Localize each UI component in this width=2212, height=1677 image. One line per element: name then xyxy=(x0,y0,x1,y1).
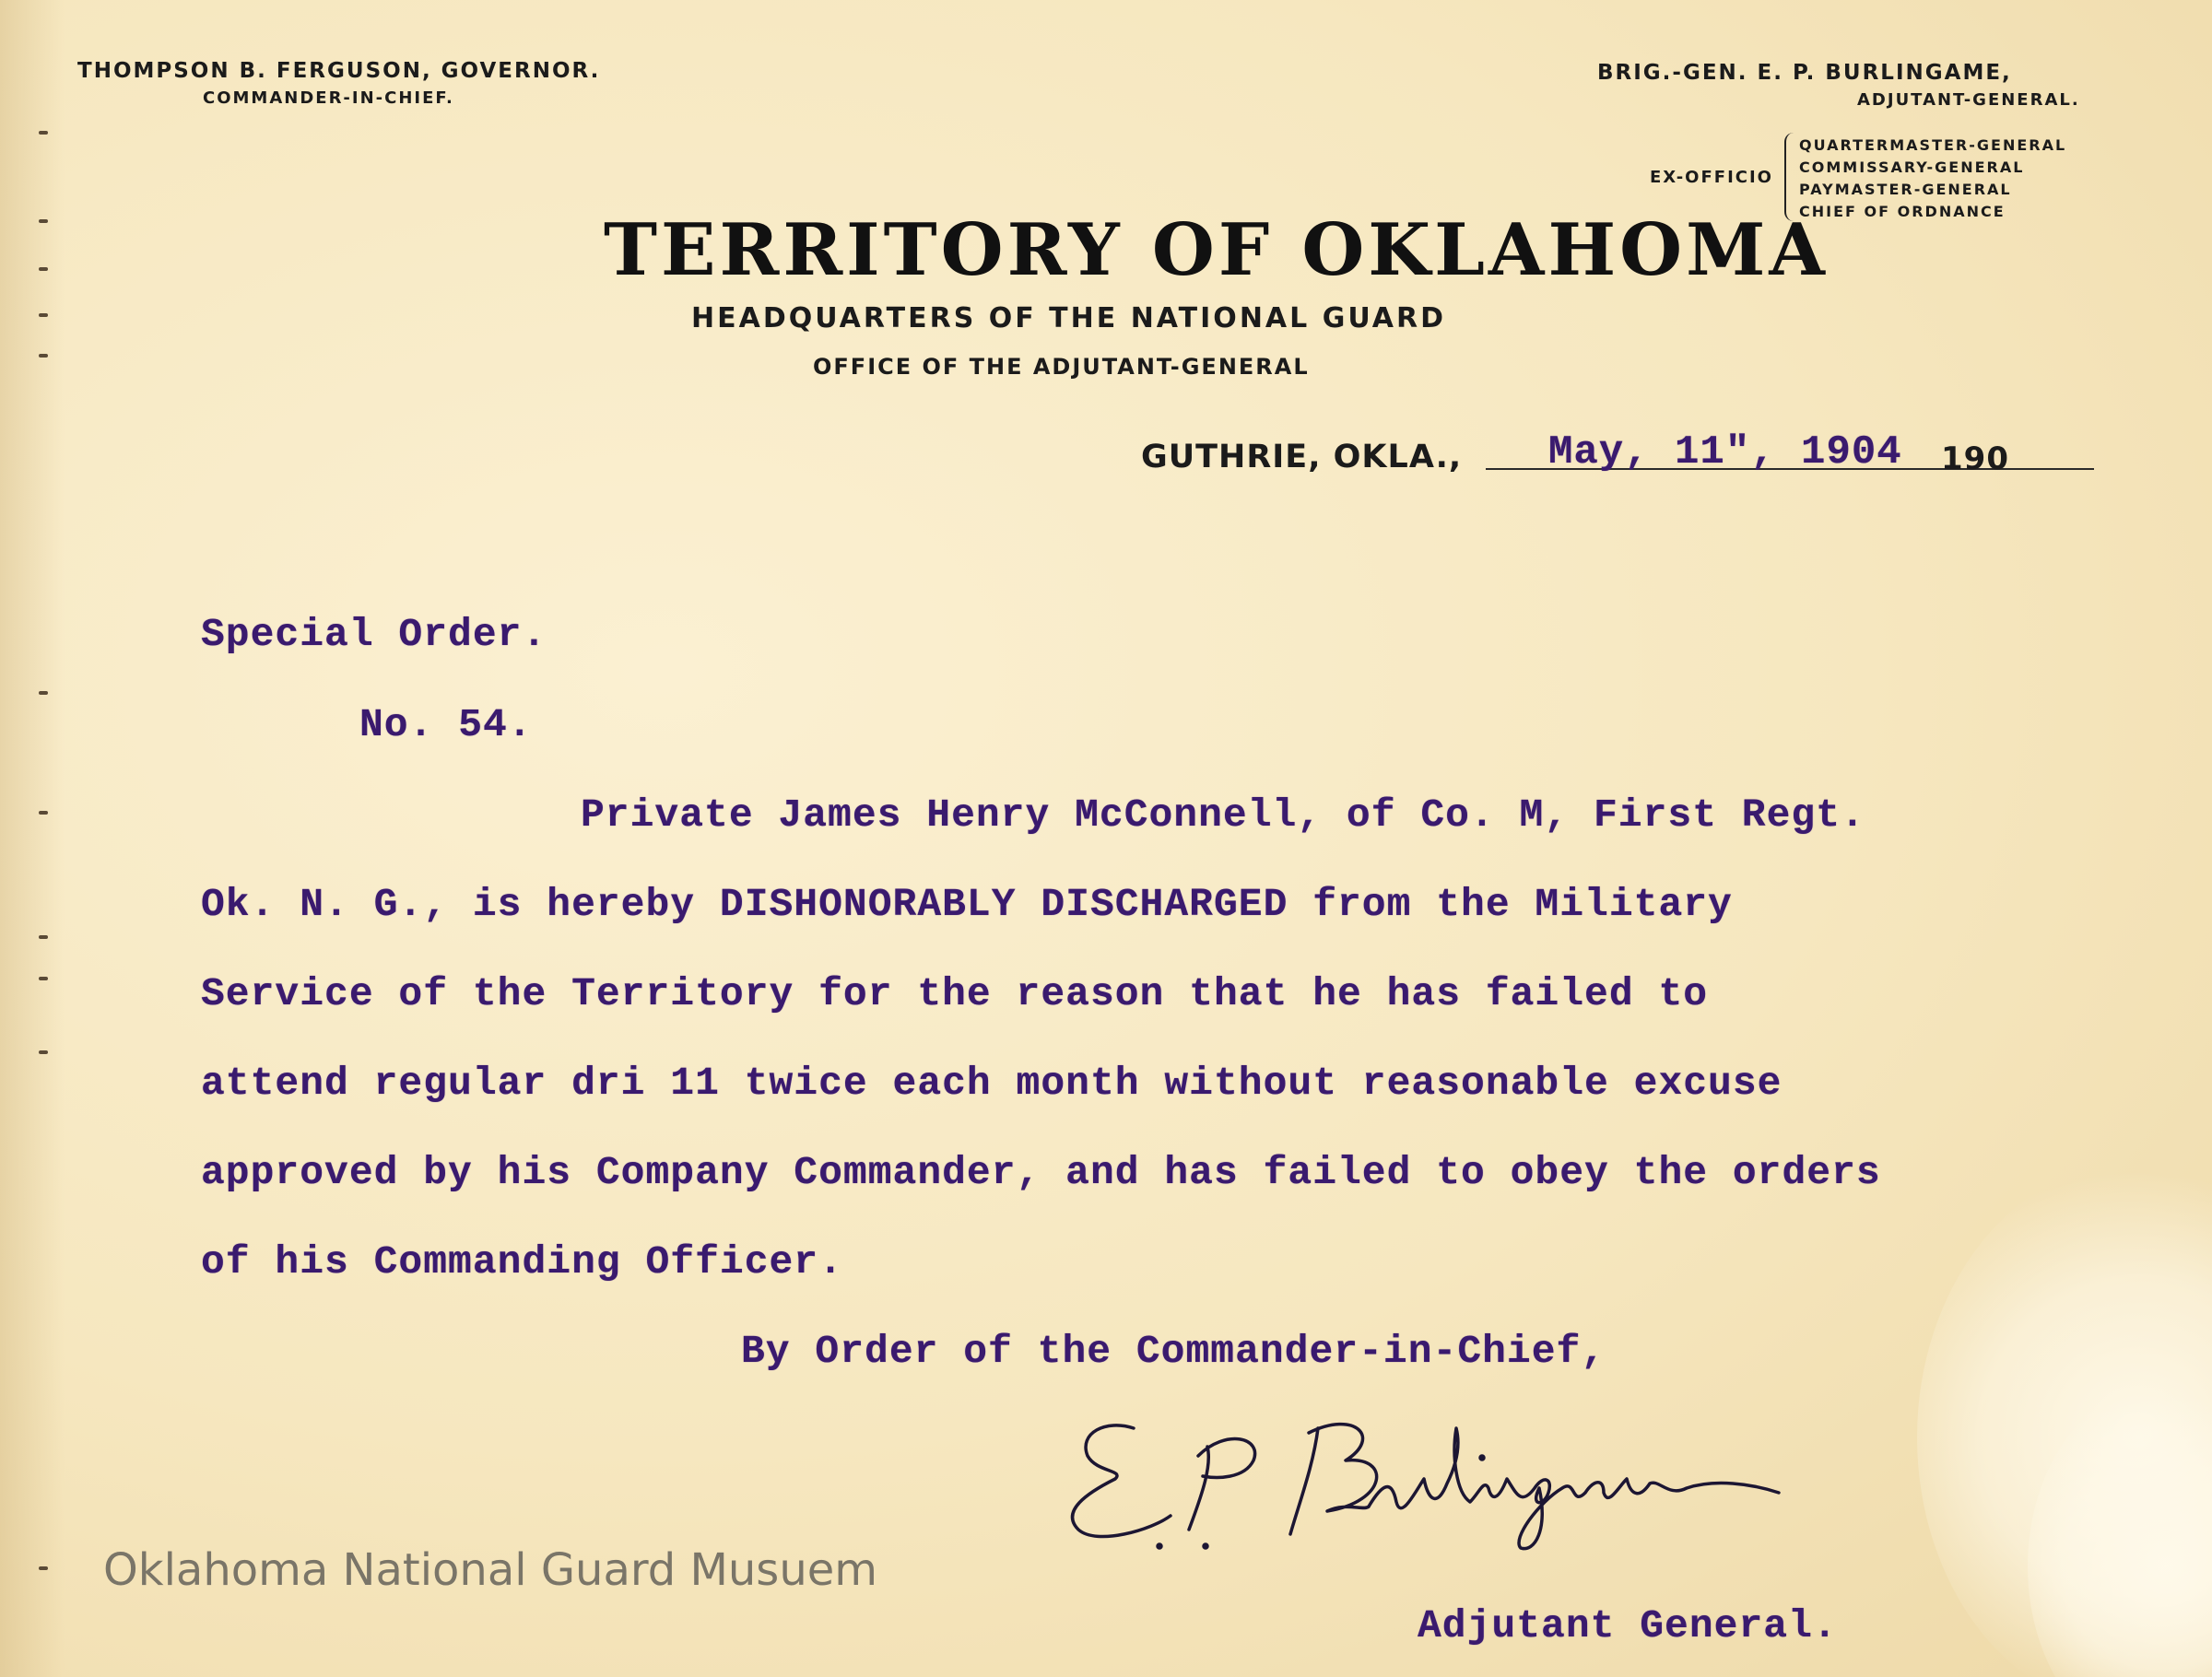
year-prefix: 190 xyxy=(1941,440,2009,477)
punch-mark xyxy=(39,977,48,980)
ex-officio-role: QUARTERMASTER-GENERAL xyxy=(1799,136,2067,154)
governor-title: COMMANDER-IN-CHIEF. xyxy=(203,88,454,108)
closing-line: By Order of the Commander-in-Chief, xyxy=(741,1329,1606,1374)
paper-edge-shading xyxy=(0,0,65,1677)
museum-watermark: Oklahoma National Guard Musuem xyxy=(103,1544,878,1596)
ex-officio-role: PAYMASTER-GENERAL xyxy=(1799,181,2012,198)
governor-name: THOMPSON B. FERGUSON, GOVERNOR. xyxy=(77,59,601,83)
body-line: of his Commanding Officer. xyxy=(201,1239,843,1284)
punch-mark xyxy=(39,267,48,271)
punch-mark xyxy=(39,1566,48,1570)
ex-officio-role: COMMISSARY-GENERAL xyxy=(1799,158,2025,176)
ex-officio-role: CHIEF OF ORDNANCE xyxy=(1799,203,2006,220)
ex-officio-label: EX-OFFICIO xyxy=(1650,168,1773,187)
signature xyxy=(1051,1391,1926,1557)
punch-mark xyxy=(39,935,48,939)
punch-mark xyxy=(39,354,48,358)
body-line: Ok. N. G., is hereby DISHONORABLY DISCHARGED from the Military xyxy=(201,882,1733,927)
adjutant-title: ADJUTANT-GENERAL. xyxy=(1857,90,2080,110)
order-heading: Special Order. xyxy=(201,612,547,657)
signer-title: Adjutant General. xyxy=(1418,1603,1838,1648)
punch-mark xyxy=(39,131,48,135)
body-line: Private James Henry McConnell, of Co. M, First Regt. xyxy=(581,792,1865,838)
punch-mark xyxy=(39,691,48,695)
order-number: No. 54. xyxy=(359,702,533,747)
body-line: attend regular dri 11 twice each month without reasonable excuse xyxy=(201,1061,1783,1106)
punch-mark xyxy=(39,219,48,223)
punch-mark xyxy=(39,811,48,815)
place-label: GUTHRIE, OKLA., xyxy=(1141,439,1463,475)
body-line: Service of the Territory for the reason that he has failed to xyxy=(201,971,1709,1016)
punch-mark xyxy=(39,1050,48,1054)
letterhead-subtitle: HEADQUARTERS OF THE NATIONAL GUARD xyxy=(691,302,1446,334)
body-line: approved by his Company Commander, and has failed to obey the orders xyxy=(201,1150,1881,1195)
letterhead-office: OFFICE OF THE ADJUTANT-GENERAL xyxy=(813,354,1310,380)
order-date: May, 11", 1904 xyxy=(1548,429,1902,475)
letterhead-title: TERRITORY OF OKLAHOMA xyxy=(604,208,1829,292)
adjutant-name: BRIG.-GEN. E. P. BURLINGAME, xyxy=(1597,61,2012,85)
punch-mark xyxy=(39,313,48,317)
